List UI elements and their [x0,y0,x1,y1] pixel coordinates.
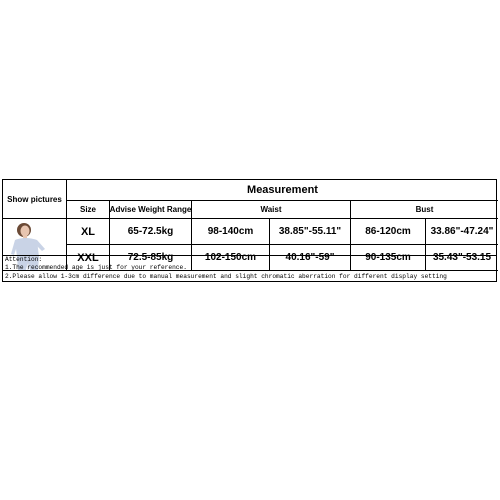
row-xl-bust-in: 33.86"-47.24" [426,219,498,245]
row-xxl-bust-in: 35.43"-53.15 [426,245,498,271]
row-xl-size: XL [67,219,110,245]
attention-line-1: 1.The recommended age is just for your reference. [5,264,187,272]
row-xxl-size: XXL [67,245,110,271]
attention-note [2,255,497,282]
row-xl-weight: 65-72.5kg [110,219,192,245]
row-xxl-bust-cm: 90-135cm [351,245,426,271]
row-xxl-waist-in: 40.16"-59" [270,245,351,271]
weight-header: Advise Weight Range [110,201,192,219]
bust-header: Bust [351,201,498,219]
row-xl-waist-cm: 98-140cm [192,219,270,245]
row-xl-waist-in: 38.85"-55.11" [270,219,351,245]
waist-header: Waist [192,201,351,219]
attention-line-2: 2.Please allow 1-3cm difference due to manual measurement and slight chromatic aberration for different display setting [5,272,447,280]
measurement-title: Measurement [67,180,498,201]
attention-title: Attention: [5,256,43,263]
row-xxl-weight: 72.5-85kg [110,245,192,271]
size-header: Size [67,201,110,219]
row-xxl-waist-cm: 102-150cm [192,245,270,271]
show-pictures-label: Show pictures [3,180,67,219]
row-xl-bust-cm: 86-120cm [351,219,426,245]
